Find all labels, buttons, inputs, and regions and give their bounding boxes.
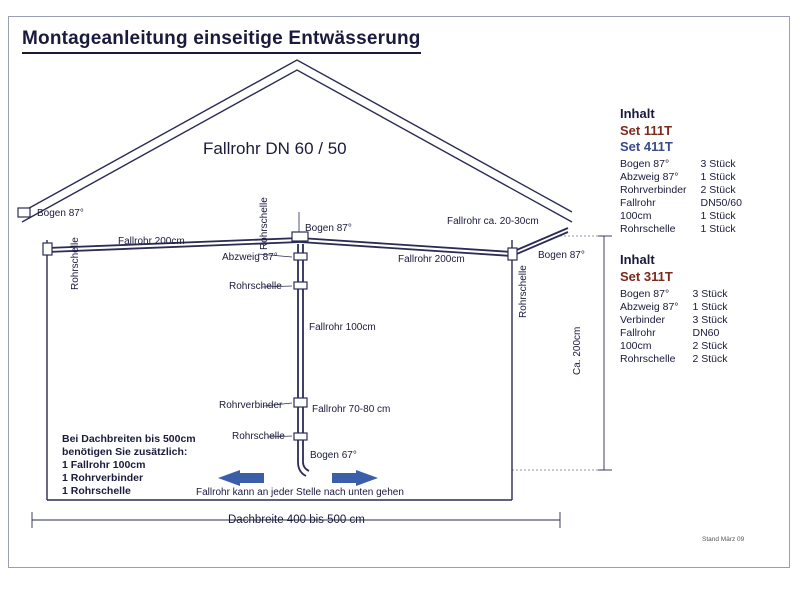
table-row xyxy=(620,288,728,301)
part-qty: 3 Stück xyxy=(692,288,728,300)
table-row xyxy=(620,327,728,340)
panel-heading: Inhalt xyxy=(620,252,655,267)
part-qty: DN50/60 xyxy=(700,197,742,209)
label-bogen-left: Bogen 87° xyxy=(37,208,84,219)
part-name: Rohrverbinder xyxy=(620,184,687,196)
label-fallrohr-200-right: Fallrohr 200cm xyxy=(398,254,465,265)
part-qty: 3 Stück xyxy=(700,158,736,170)
part-name: 100cm xyxy=(620,340,652,352)
part-qty: 3 Stück xyxy=(692,314,728,326)
part-name: Rohrschelle xyxy=(620,353,676,365)
table-row xyxy=(620,158,742,171)
part-name: Verbinder xyxy=(620,314,665,326)
table-row xyxy=(620,171,742,184)
parts-table xyxy=(620,288,728,366)
label-fallrohr-70-80: Fallrohr 70-80 cm xyxy=(312,404,391,415)
part-name: Bogen 87° xyxy=(620,158,670,170)
part-name: Abzweig 87° xyxy=(620,171,679,183)
table-row xyxy=(620,353,728,366)
part-qty: DN60 xyxy=(692,327,720,339)
label-bogen-mid: Bogen 87° xyxy=(305,223,352,234)
part-qty: 1 Stück xyxy=(700,223,736,235)
part-qty: 1 Stück xyxy=(700,210,736,222)
note-line: Bei Dachbreiten bis 500cm xyxy=(62,433,196,445)
note-line: 1 Rohrschelle xyxy=(62,485,131,497)
label-dachbreite: Dachbreite 400 bis 500 cm xyxy=(228,514,365,526)
part-name: Fallrohr xyxy=(620,327,656,339)
table-row xyxy=(620,340,728,353)
label-rohrschelle-left: Rohrschelle xyxy=(70,237,81,290)
label-fallrohr-100: Fallrohr 100cm xyxy=(309,322,376,333)
parts-panel-set-311t xyxy=(620,252,728,366)
part-qty: 2 Stück xyxy=(692,340,728,352)
page-title: Montageanleitung einseitige Entwässerung xyxy=(22,28,421,54)
label-rohrschelle-right: Rohrschelle xyxy=(518,265,529,318)
part-name: Fallrohr xyxy=(620,197,656,209)
part-name: 100cm xyxy=(620,210,652,222)
part-qty: 1 Stück xyxy=(700,171,736,183)
table-row xyxy=(620,184,742,197)
label-arrow-note: Fallrohr kann an jeder Stelle nach unten gehen xyxy=(196,487,404,498)
panel-heading: Inhalt xyxy=(620,106,655,121)
label-rohrschelle-mid: Rohrschelle xyxy=(229,281,282,292)
note-line: benötigen Sie zusätzlich: xyxy=(62,446,188,458)
table-row xyxy=(620,210,742,223)
set-name: Set 111T xyxy=(620,123,673,138)
parts-table xyxy=(620,158,742,236)
label-fallrohr-ca: Fallrohr ca. 20-30cm xyxy=(447,216,539,227)
label-bogen-right: Bogen 87° xyxy=(538,250,585,261)
set-name-alt: Set 411T xyxy=(620,139,673,154)
parts-panel-set-111t xyxy=(620,106,742,236)
main-pipe-label: Fallrohr DN 60 / 50 xyxy=(203,139,347,158)
part-name: Rohrschelle xyxy=(620,223,676,235)
note-line: 1 Rohrverbinder xyxy=(62,472,144,484)
label-rohrverbinder: Rohrverbinder xyxy=(219,400,283,411)
part-qty: 2 Stück xyxy=(692,353,728,365)
part-qty: 2 Stück xyxy=(700,184,736,196)
table-row xyxy=(620,301,728,314)
part-qty: 1 Stück xyxy=(692,301,728,313)
part-name: Bogen 87° xyxy=(620,288,670,300)
label-rohrschelle-peak: Rohrschelle xyxy=(259,197,270,250)
label-abzweig: Abzweig 87° xyxy=(222,252,278,263)
revision-stamp: Stand März 09 xyxy=(702,536,745,543)
label-bogen-bottom: Bogen 67° xyxy=(310,450,357,461)
label-rohrschelle-low: Rohrschelle xyxy=(232,431,285,442)
table-row xyxy=(620,223,742,236)
part-name: Abzweig 87° xyxy=(620,301,679,313)
note-line: 1 Fallrohr 100cm xyxy=(62,459,146,471)
set-name: Set 311T xyxy=(620,269,673,284)
label-ca-200cm: Ca. 200cm xyxy=(572,326,583,375)
table-row xyxy=(620,197,742,210)
table-row xyxy=(620,314,728,327)
note-block xyxy=(62,433,196,498)
label-fallrohr-200-left: Fallrohr 200cm xyxy=(118,236,185,247)
